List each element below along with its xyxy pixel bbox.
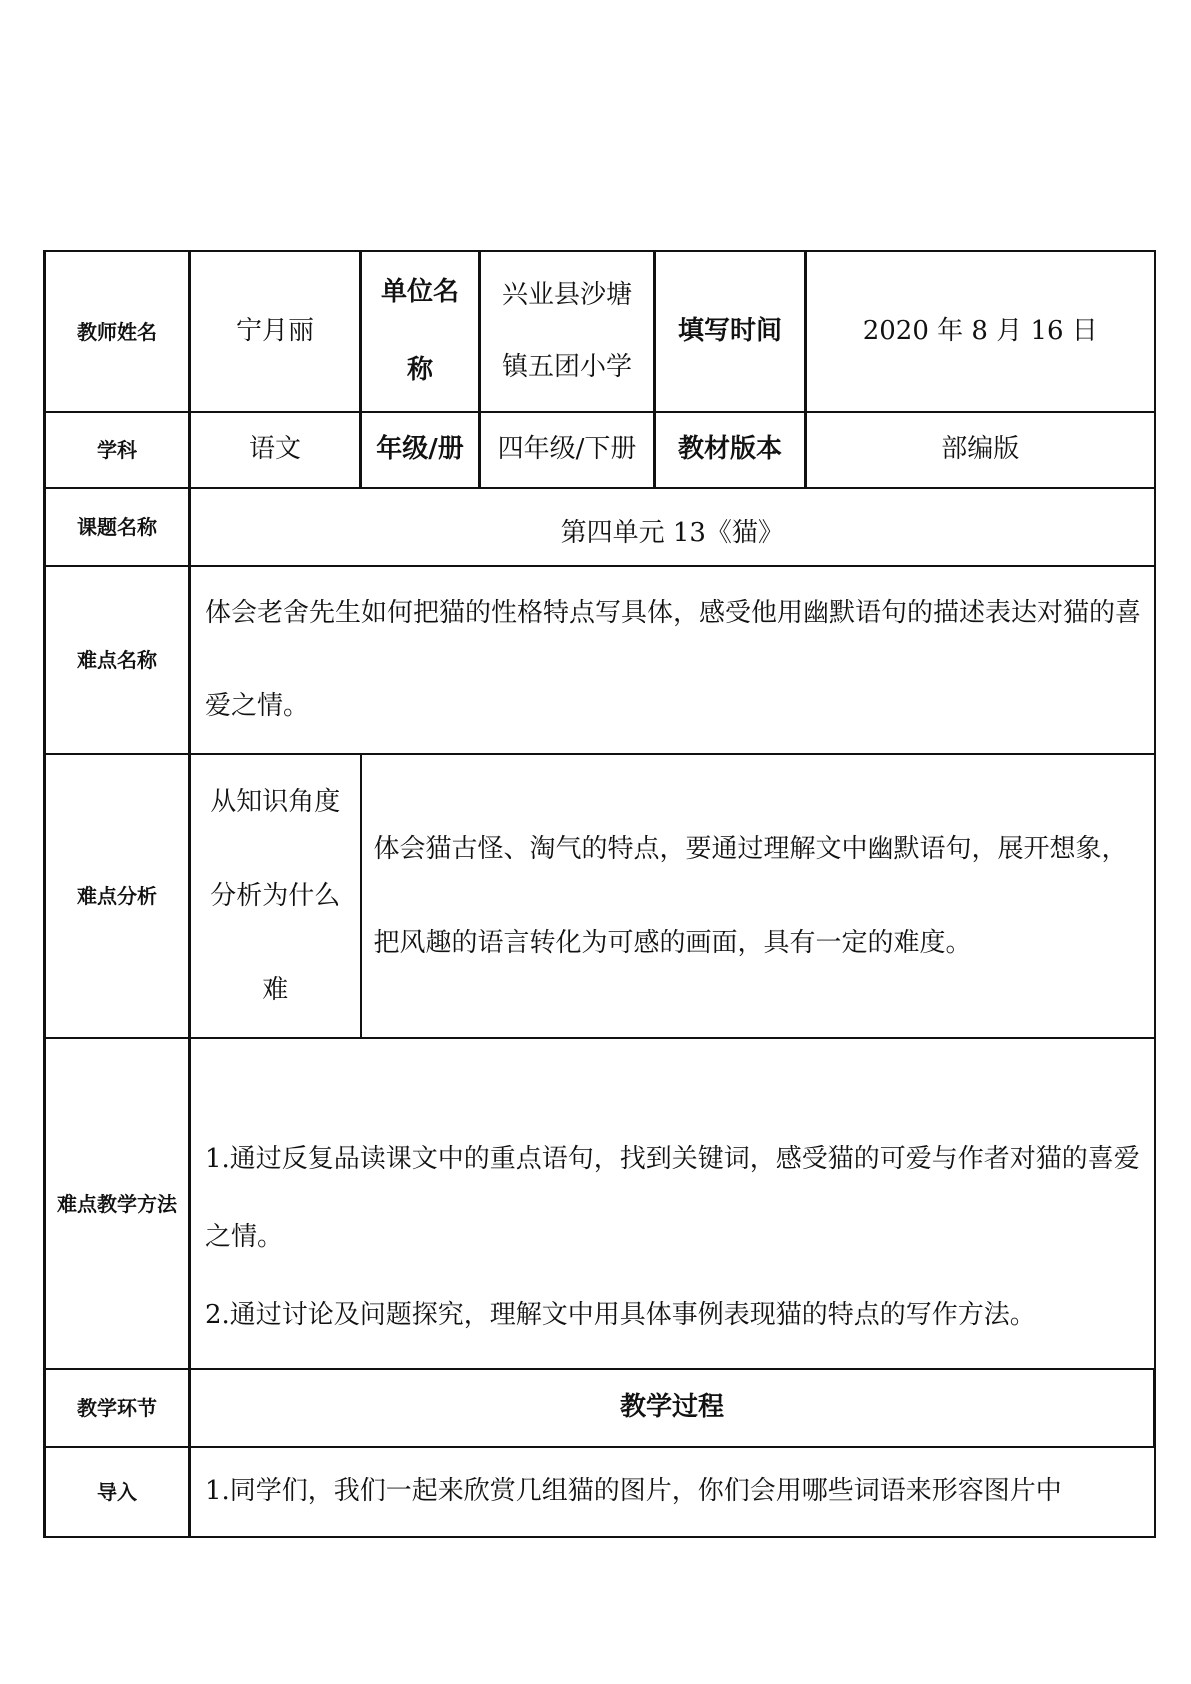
analysis-sub-line2: 分析为什么 — [210, 881, 341, 911]
teaching-process-header: 教学过程 — [190, 1369, 1155, 1447]
row-teacher-info — [45, 251, 1155, 412]
difficulty-text: 体会老舍先生如何把猫的性格特点写具体，感受他用幽默语句的描述表达对猫的喜爱之情。 — [205, 598, 1142, 721]
row-difficulty — [45, 566, 1155, 754]
analysis-subheading — [190, 754, 361, 1038]
analysis-text-cell — [361, 754, 1155, 1038]
fill-date-label: 填写时间 — [655, 251, 806, 412]
method-label: 难点教学方法 — [45, 1038, 190, 1369]
unit-name-label — [361, 251, 480, 412]
analysis-text: 体会猫古怪、淘气的特点，要通过理解文中幽默语句，展开想象，把风趣的语言转化为可感的画面，具有一定的难度。 — [373, 834, 1128, 958]
row-analysis — [45, 754, 1155, 1038]
row-topic — [45, 488, 1155, 566]
difficulty-text-cell — [190, 566, 1155, 754]
subject-label: 学科 — [45, 412, 190, 488]
intro-label: 导入 — [45, 1447, 190, 1537]
unit-name-value-line2: 镇五团小学 — [501, 351, 632, 382]
row-subject-info — [45, 412, 1155, 488]
grade-value: 四年级/下册 — [480, 412, 655, 488]
row-process-header — [45, 1369, 1155, 1447]
edition-label: 教材版本 — [655, 412, 806, 488]
teacher-name-value: 宁月丽 — [190, 251, 361, 412]
unit-name-label-line2: 称 — [406, 354, 433, 385]
teacher-name-label: 教师姓名 — [45, 251, 190, 412]
unit-name-value-line1: 兴业县沙塘 — [501, 280, 632, 311]
analysis-sub-line3: 难 — [262, 975, 289, 1005]
row-method — [45, 1038, 1155, 1369]
intro-text-cell — [190, 1447, 1155, 1537]
grade-label: 年级/册 — [361, 412, 480, 488]
unit-name-label-line1: 单位名 — [380, 277, 459, 308]
unit-name-value — [480, 251, 655, 412]
row-intro — [45, 1447, 1155, 1537]
analysis-label: 难点分析 — [45, 754, 190, 1038]
analysis-sub-line1: 从知识角度 — [210, 787, 341, 817]
subject-value: 语文 — [190, 412, 361, 488]
fill-date-value: 2020 年 8 月 16 日 — [806, 251, 1155, 412]
method-item-2: 2.通过讨论及问题探究，理解文中用具体事例表现猫的特点的写作方法。 — [205, 1300, 1036, 1330]
edition-value: 部编版 — [806, 412, 1155, 488]
difficulty-label: 难点名称 — [45, 566, 190, 754]
topic-value: 第四单元 13《猫》 — [190, 488, 1155, 566]
teaching-stage-label: 教学环节 — [45, 1369, 190, 1447]
method-item-1: 1.通过反复品读课文中的重点语句，找到关键词，感受猫的可爱与作者对猫的喜爱之情。 — [205, 1144, 1140, 1252]
method-text-cell — [190, 1038, 1155, 1369]
topic-label: 课题名称 — [45, 488, 190, 566]
lesson-plan-table — [43, 250, 1156, 1538]
intro-text: 1.同学们，我们一起来欣赏几组猫的图片，你们会用哪些词语来形容图片中 — [205, 1476, 1062, 1507]
